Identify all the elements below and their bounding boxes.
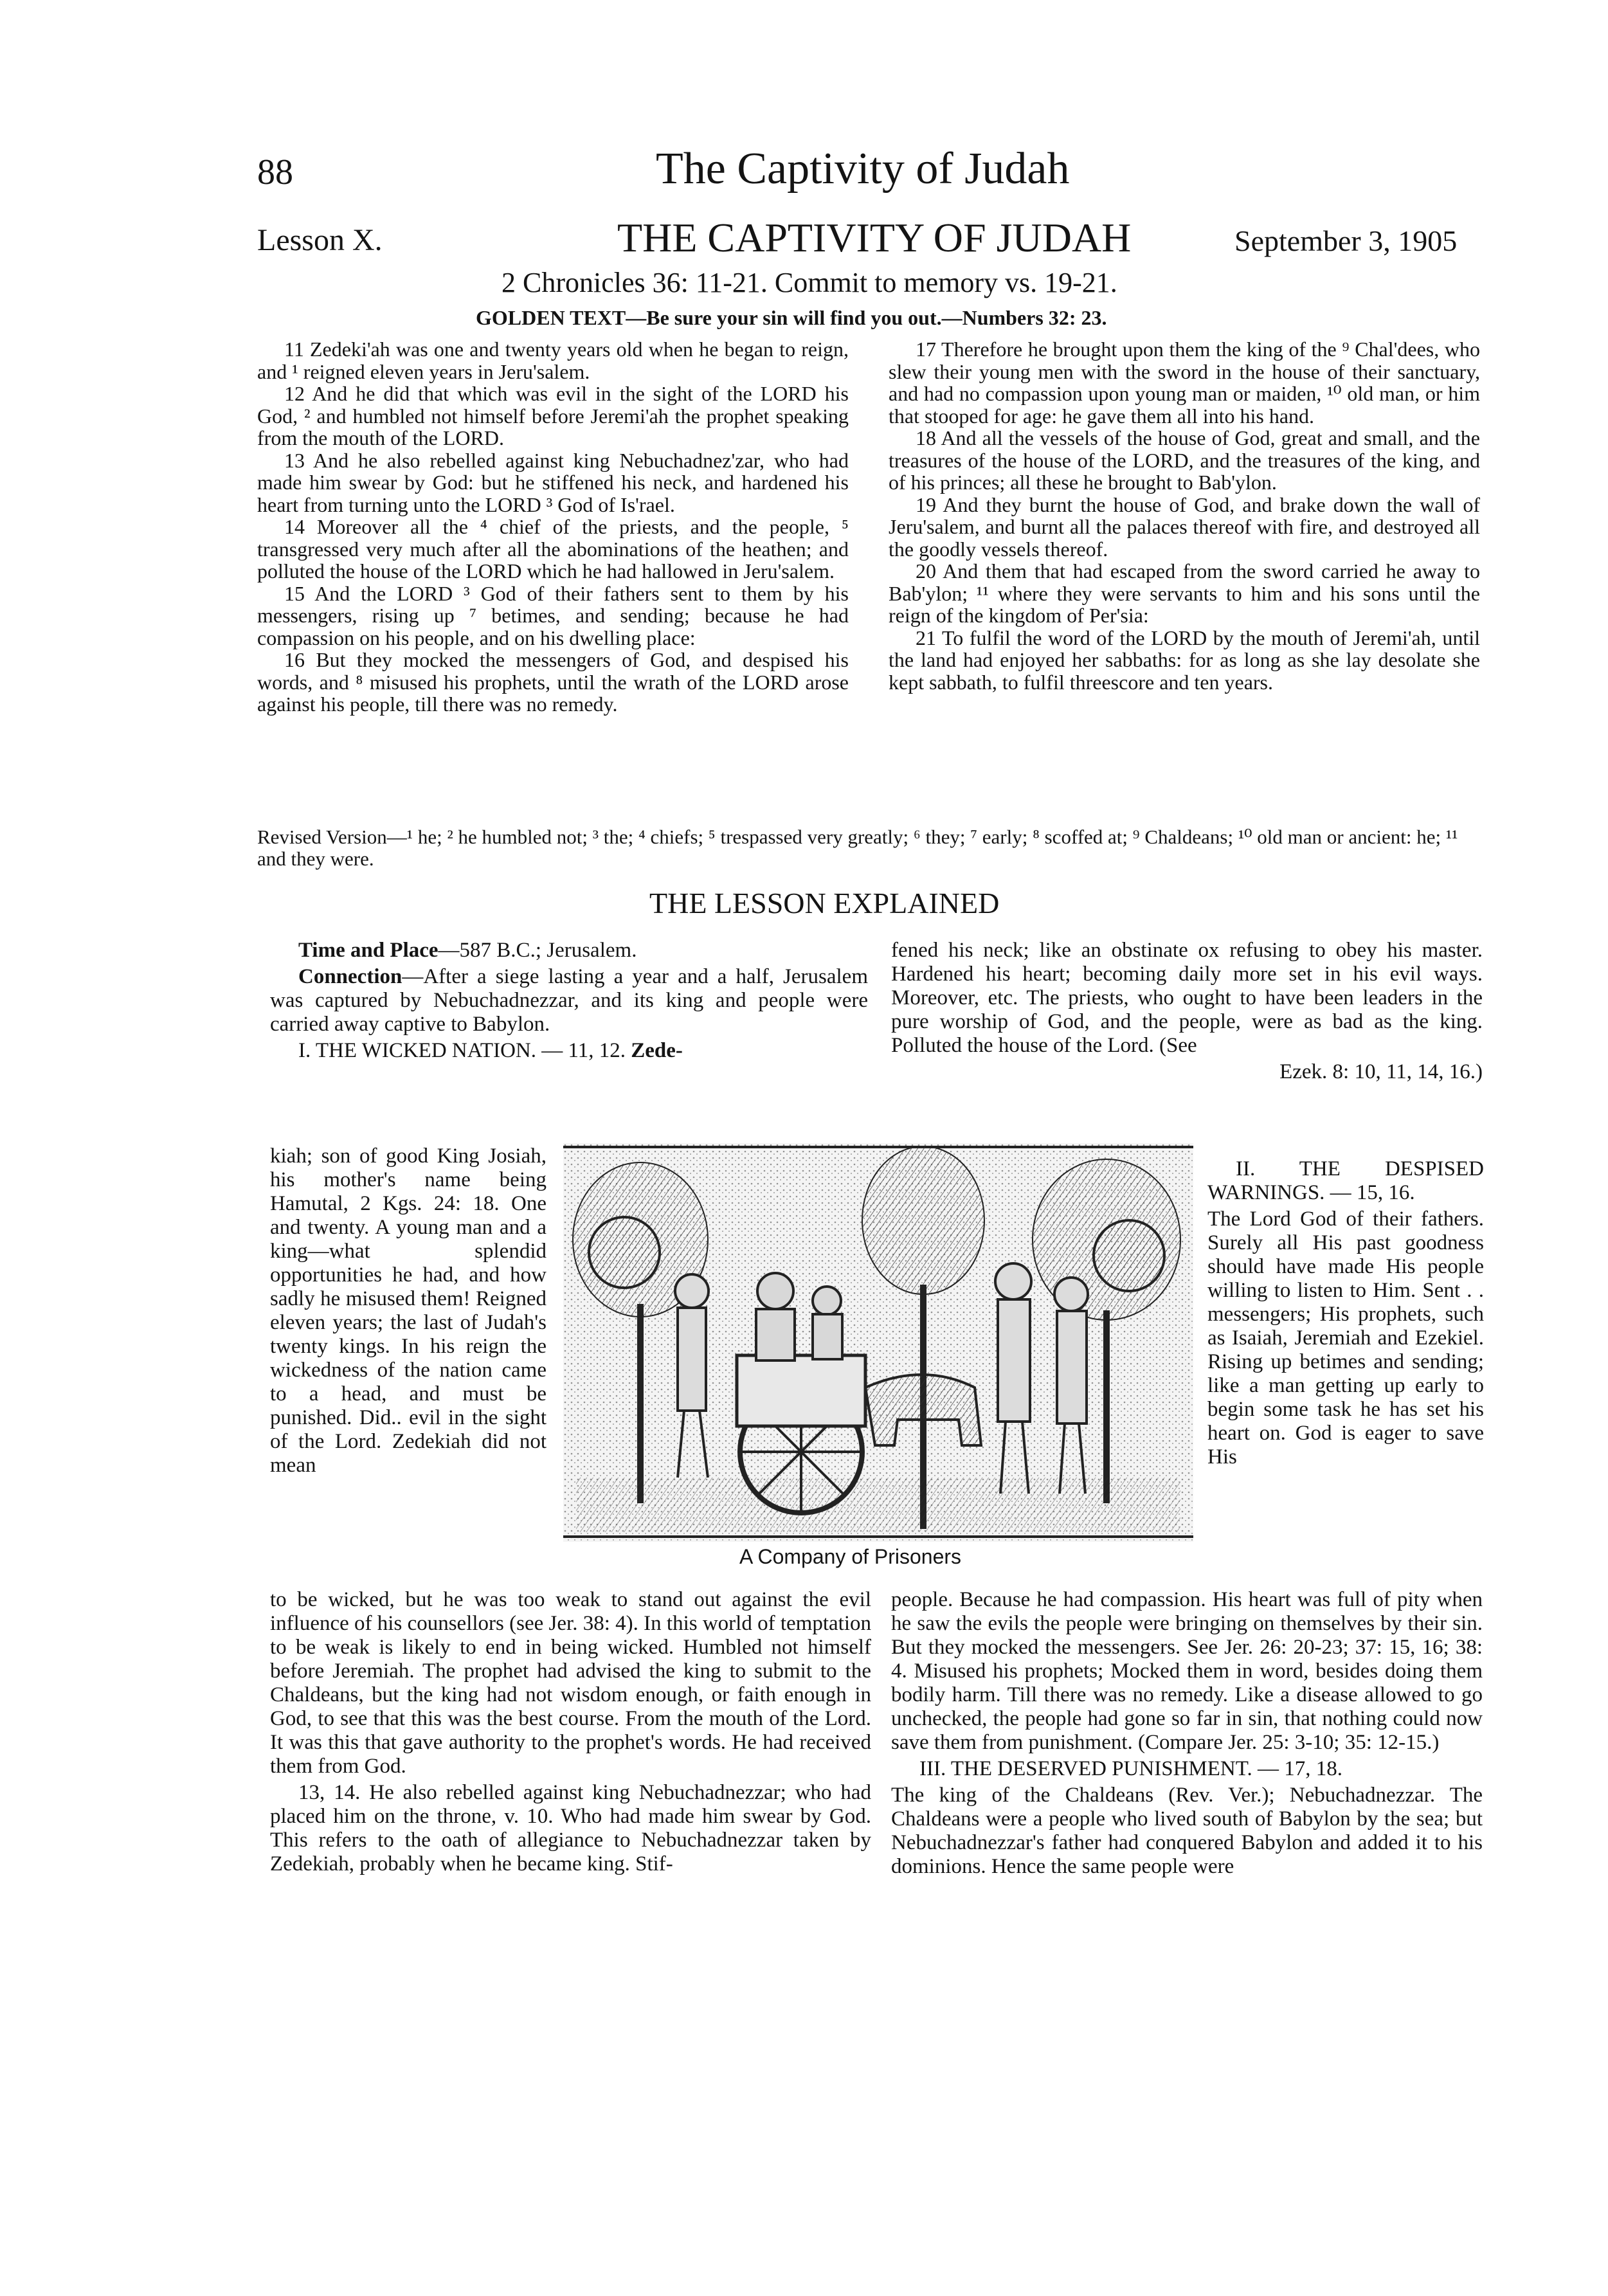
- verse-18: 18 And all the vessels of the house of God, great and small, and the treasures of the house of the LORD, and the treasures of the king, and of his princes; all these he brought to Bab'ylon.: [889, 426, 1480, 494]
- zede-start: Zede-: [631, 1039, 683, 1062]
- verse-17: 17 Therefore he brought upon them the king of the ⁹ Chal'dees, who slew their young men with the sword in the house of their sanctuary, and had no compassion upon young man or maiden, ¹⁰ old man, or him that stooped for age: he gave them all into his hand.: [889, 338, 1480, 428]
- golden-text: GOLDEN TEXT—Be sure your sin will find you out.—Numbers 32: 23.: [476, 306, 1107, 329]
- lesson-number: Lesson X.: [257, 223, 383, 257]
- ezekiel-reference: Ezek. 8: 10, 11, 14, 16.): [1279, 1060, 1483, 1083]
- punishment-paragraph: The king of the Chaldeans (Rev. Ver.); Nebuchadnezzar. The Chaldeans were a people who lived south of Babylon by the sea; but Nebuchadnezzar's father had conquered Babylon and added it to his dominions. Hence the same people were: [891, 1784, 1483, 1878]
- section-heading: THE LESSON EXPLAINED: [649, 887, 1000, 919]
- explained-left-wrap: [270, 1144, 547, 1480]
- verse-15: 15 And the LORD ³ God of their fathers sent to them by his messengers, rising up ⁷ betimes, and sending; because he had compassion on his people, and on his dwelling place:: [257, 581, 849, 649]
- verse-20: 20 And them that had escaped from the sword carried he away to Bab'ylon; ¹¹ where they were servants to him and his sons until the reign of the kingdom of Per'sia:: [889, 559, 1480, 627]
- running-title: The Captivity of Judah: [656, 144, 1070, 194]
- explained-right-bottom: [891, 1588, 1483, 1881]
- people-continuation: people. Because he had compassion. His heart was full of pity when he saw the evils the people were bringing on themselves by their sin. But they mocked the messengers. See Jer. 26: 20-23; 37: 15, 16; 38: 4. Misused his prophets; Mocked them in word, besides doing them bodily harm. Till there was no remedy. Like a disease allowed to go unchecked, the people had gone so far in sin, that nothing could now save them from punishment. (Compare Jer. 25: 3-10; 35: 12-15.): [891, 1588, 1483, 1754]
- connection-label: Connection: [298, 965, 402, 988]
- verse-13: 13 And he also rebelled against king Nebuchadnez'zar, who had made him swear by God: but he stiffened his neck, and hardened his heart from turning unto the LORD ³ God of Is'rael.: [257, 448, 849, 516]
- heading-deserved-punishment: III. THE DESERVED PUNISHMENT. — 17, 18.: [919, 1757, 1342, 1780]
- connection-text: —After a siege lasting a year and a half, Jerusalem was captured by Nebuchadnezzar, and its king and people were carried away captive to Babylon.: [270, 965, 868, 1036]
- explained-left-top: [270, 939, 868, 1065]
- stiffened-paragraph: fened his neck; like an obstinate ox refusing to obey his master. Hardened his heart; becoming daily more set in his evil ways. Moreover, etc. The priests, who ought to have been leaders in the pure worship of God, and the people, were as bad as the king. Polluted the house of the Lord. (See: [891, 939, 1483, 1057]
- explained-right-wrap: [1207, 1157, 1484, 1472]
- heading-wicked-nation: I. THE WICKED NATION. — 11, 12.: [298, 1039, 626, 1062]
- warnings-paragraph: The Lord God of their fathers. Surely all His past goodness should have made His people willing to listen to Him. Sent . . messengers; His prophets, such as Isaiah, Jeremiah and Ezekiel. Rising up betimes and sending; like a man getting up early to begin some task he has set his heart on. God is eager to save His: [1207, 1207, 1484, 1469]
- revised-version-notes: Revised Version—¹ he; ² he humbled not; ³ the; ⁴ chiefs; ⁵ trespassed very greatly; ⁶ they; ⁷ early; ⁸ scoffed at; ⁹ Chaldeans; ¹⁰ old man or ancient: he; ¹¹ and they were.: [257, 826, 1458, 870]
- figure-caption: A Company of Prisoners: [739, 1545, 962, 1568]
- lesson-title: THE CAPTIVITY OF JUDAH: [617, 215, 1132, 260]
- running-head: [257, 144, 1479, 204]
- wicked-continuation: to be wicked, but he was too weak to stand out against the evil influence of his counsellors (see Jer. 38: 4). In this world of temptation to be weak is likely to end in being wicked. Humbled not himself before Jeremiah. The prophet had advised the king to submit to the Chaldeans, but the king had not wisdom enough, or faith enough in God, to see that this was the best course. From the mouth of the Lord. It was this that gave authority to the prophet's words. He had received them from God.: [270, 1588, 871, 1778]
- verse-19: 19 And they burnt the house of God, and brake down the wall of Jeru'salem, and burnt all the palaces thereof with fire, and destroyed all the goodly vessels thereof.: [889, 493, 1480, 561]
- time-place-label: Time and Place: [298, 939, 438, 962]
- lesson-date: September 3, 1905: [1234, 224, 1458, 257]
- time-place-text: —587 B.C.; Jerusalem.: [438, 939, 637, 962]
- zedekiah-paragraph: kiah; son of good King Josiah, his mother's name being Hamutal, 2 Kgs. 24: 18. One and twenty. A young man and a king—what splendid opportunities he had, and how sadly he misused them! Reigned eleven years; the last of Judah's twenty kings. In his reign the wickedness of the nation came to a head, and must be punished. Did.. evil in the sight of the Lord. Zedekiah did not mean: [270, 1144, 547, 1477]
- scripture-reference: 2 Chronicles 36: 11-21. Commit to memory vs. 19-21.: [501, 267, 1117, 298]
- page-number: 88: [257, 152, 293, 192]
- explained-right-top: [891, 939, 1483, 1087]
- heading-despised-warnings: II. THE DESPISED WARNINGS. — 15, 16.: [1207, 1157, 1484, 1204]
- verse-11: 11 Zedeki'ah was one and twenty years old when he began to reign, and ¹ reigned eleven years in Jeru'salem.: [257, 338, 849, 383]
- verse-21: 21 To fulfil the word of the LORD by the mouth of Jeremi'ah, until the land had enjoyed her sabbaths: for as long as she lay desolate she kept sabbath, to fulfil threescore and ten years.: [889, 626, 1480, 694]
- verse-16: 16 But they mocked the messengers of God, and despised his words, and ⁸ misused his prophets, until the wrath of the LORD arose against his people, till there was no remedy.: [257, 648, 849, 716]
- verse-12: 12 And he did that which was evil in the sight of the LORD his God, ² and humbled not himself before Jeremi'ah the prophet speaking from the mouth of the LORD.: [257, 382, 849, 449]
- verses-left-column: [257, 338, 849, 716]
- rebelled-paragraph: 13, 14. He also rebelled against king Nebuchadnezzar; who had placed him on the throne, v. 10. Who had made him swear by God. This refers to the oath of allegiance to Nebuchadnezzar taken by Zedekiah, probably when he became king. Stif-: [270, 1781, 871, 1876]
- prisoners-engraving: [563, 1143, 1193, 1542]
- verses-right-column: [889, 338, 1480, 693]
- verse-14: 14 Moreover all the ⁴ chief of the priests, and the people, ⁵ transgressed very much after all the abominations of the heathen; and polluted the house of the LORD which he had hallowed in Jeru'salem.: [257, 515, 849, 583]
- explained-left-bottom: [270, 1588, 871, 1879]
